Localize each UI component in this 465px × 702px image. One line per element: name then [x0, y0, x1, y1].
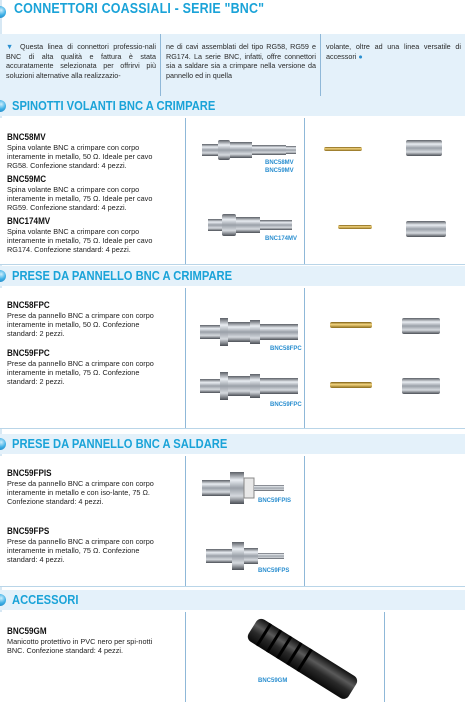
- crimp-ferrule-image: [400, 376, 442, 396]
- column-divider: [185, 456, 186, 586]
- product-description: Prese da pannello BNC a crimpare con corpo interamente in metallo, 75 Ω. Confezione standard: 4 pezzi.: [7, 537, 154, 564]
- triangle-marker-icon: ▼: [6, 42, 20, 51]
- column-divider: [304, 456, 305, 586]
- product-bnc59fps: [7, 526, 155, 564]
- product-code: BNC59MC: [7, 174, 47, 184]
- column-divider: [185, 612, 186, 702]
- image-label: BNC59GM: [258, 678, 288, 684]
- bnc-panel-jack-image: [198, 366, 302, 406]
- image-label: BNC59FPC: [270, 402, 302, 408]
- crimp-pin-image: [322, 144, 366, 154]
- page-title: CONNETTORI COASSIALI - SERIE "BNC": [14, 1, 265, 17]
- section-title: ACCESSORI: [12, 592, 79, 607]
- image-label: BNC58MV: [265, 160, 294, 166]
- section-body-spinotti: [0, 118, 465, 265]
- intro-text-col3: [326, 42, 461, 61]
- product-description: Prese da pannello BNC a crimpare con corpo interamente in metallo, 50 Ω. Confezione standard: 2 pezzi.: [7, 311, 154, 338]
- image-label: BNC174MV: [265, 236, 298, 242]
- product-bnc174mv: [7, 216, 155, 254]
- crimp-ferrule-image: [400, 316, 442, 336]
- section-title: PRESE DA PANNELLO BNC A CRIMPARE: [12, 268, 233, 283]
- product-bnc59mc: [7, 174, 155, 212]
- product-code: BNC58FPC: [7, 300, 50, 310]
- product-bnc59gm: [7, 626, 155, 655]
- section-body-accessori: [0, 612, 465, 702]
- section-header-spinotti: [0, 96, 465, 116]
- product-description: Spina volante BNC a crimpare con corpo interamente in metallo, 75 Ω. Ideale per cavo RG174. Confezione standard: 4 pezzi.: [7, 227, 153, 254]
- product-bnc58fpc: [7, 300, 155, 338]
- intro-col3-text: volante, oltre ad una linea versatile di accessori: [326, 42, 461, 61]
- page-header: [0, 0, 465, 26]
- product-code: BNC58MV: [7, 132, 46, 142]
- column-divider: [384, 612, 385, 702]
- column-divider: [185, 288, 186, 428]
- section-body-prese-crimpare: [0, 288, 465, 429]
- column-divider: [304, 288, 305, 428]
- crimp-pin-image: [328, 320, 374, 330]
- product-bnc58mv: [7, 132, 155, 170]
- product-code: BNC174MV: [7, 216, 51, 226]
- image-label: BNC58FPC: [270, 346, 302, 352]
- intro-text-col2: ne di cavi assemblati del tipo RG58, RG59 e RG174. La serie BNC, infatti, offre connettori sia a saldare sia a crimpare nella versione da pannello ed in quella: [166, 42, 316, 80]
- column-divider: [304, 118, 305, 264]
- column-divider: [185, 118, 186, 264]
- end-dot-icon: ●: [358, 51, 363, 61]
- section-header-prese-saldare: [0, 434, 465, 454]
- product-code: BNC59FPS: [7, 526, 50, 536]
- blue-bullet-icon: [0, 594, 6, 606]
- blue-bullet-icon: [0, 270, 6, 282]
- product-description: Prese da pannello BNC a crimpare con corpo interamente in metallo e con iso-lante, 75 Ω. Confezione standard: 4 pezzi.: [7, 479, 154, 506]
- image-label: BNC59MV: [265, 168, 294, 174]
- product-description: Spina volante BNC a crimpare con corpo interamente in metallo, 50 Ω. Ideale per cavo RG58. Confezione standard: 4 pezzi.: [7, 143, 153, 170]
- product-code: BNC59FPC: [7, 348, 50, 358]
- intro-text-col1: [6, 42, 156, 80]
- image-label: BNC59FPS: [258, 568, 290, 574]
- pvc-boot-image: [236, 616, 370, 700]
- crimp-ferrule-image: [404, 138, 444, 158]
- section-header-prese-crimpare: [0, 266, 465, 286]
- product-description: Manicotto protettivo in PVC nero per spi-notti BNC. Confezione standard: 4 pezzi.: [7, 637, 153, 655]
- section-title: PRESE DA PANNELLO BNC A SALDARE: [12, 436, 228, 451]
- blue-bullet-icon: [0, 438, 6, 450]
- product-description: Spina volante BNC a crimpare con corpo interamente in metallo, 75 Ω. Ideale per cavo RG59. Confezione standard: 4 pezzi.: [7, 185, 153, 212]
- blue-bullet-icon: [0, 6, 6, 18]
- crimp-ferrule-image: [404, 218, 448, 240]
- product-code: BNC59GM: [7, 626, 47, 636]
- intro-col1-text: Questa linea di connettori professio-nali BNC di alta qualità e fattura è stata accuratamente selezionata per offrirvi più soluzioni alternative alla realizzazio-: [6, 42, 156, 80]
- product-bnc59fpc: [7, 348, 155, 386]
- section-title: SPINOTTI VOLANTI BNC A CRIMPARE: [12, 98, 216, 113]
- product-code: BNC59FPIS: [7, 468, 52, 478]
- crimp-pin-image: [328, 380, 374, 390]
- image-label: BNC59FPIS: [258, 498, 292, 504]
- crimp-pin-image: [336, 222, 376, 232]
- product-description: Prese da pannello BNC a crimpare con corpo interamente in metallo, 75 Ω. Confezione standard: 2 pezzi.: [7, 359, 154, 386]
- blue-bullet-icon: [0, 100, 6, 112]
- section-body-prese-saldare: [0, 456, 465, 587]
- product-bnc59fpis: [7, 468, 155, 506]
- section-header-accessori: [0, 590, 465, 610]
